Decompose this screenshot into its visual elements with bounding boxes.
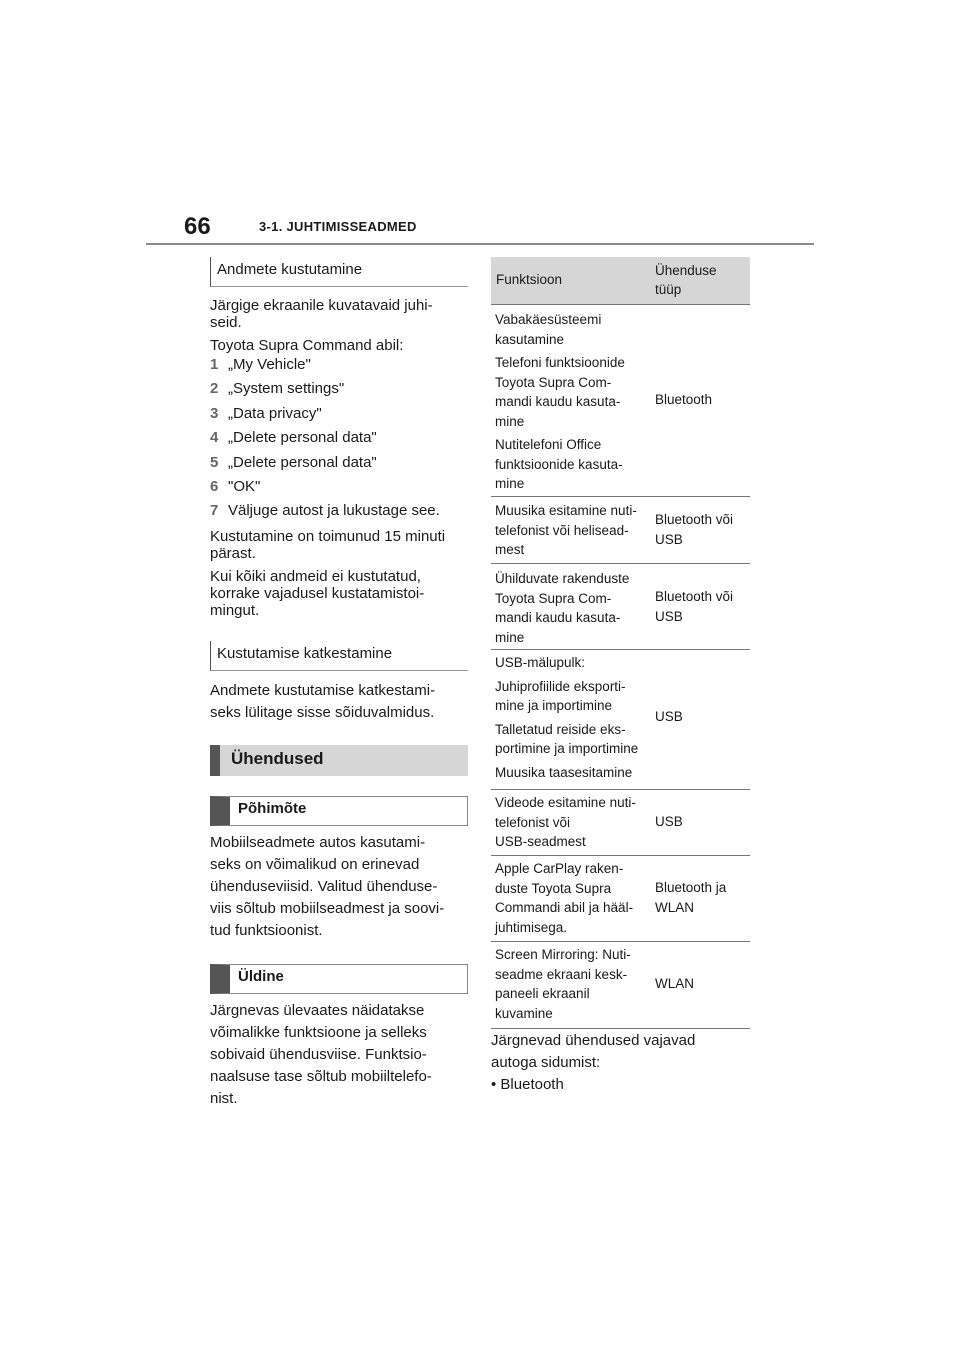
header-divider xyxy=(146,243,814,245)
function-cell: Nutitelefoni Office funktsioonide kasuta- mine xyxy=(495,437,623,491)
cancel-heading: Kustutamise katkestamine xyxy=(210,641,468,671)
bullet-bluetooth: • Bluetooth xyxy=(491,1076,564,1093)
table-row xyxy=(491,942,750,1029)
command-intro: Toyota Supra Command abil: xyxy=(210,337,404,354)
cancel-text: Andmete kustutamise katkestami- seks lülitage sisse sõiduvalmidus. xyxy=(210,682,436,721)
step-number: 5 xyxy=(210,454,219,471)
connection-table xyxy=(491,257,750,1029)
function-cell: Telefoni funktsioonide Toyota Supra Com- mandi kaudu kasuta- mine xyxy=(495,355,625,429)
connections-heading: Ühendused xyxy=(210,745,468,776)
step-text: „Delete personal data" xyxy=(228,454,377,471)
table-row xyxy=(491,856,750,942)
page-number: 66 xyxy=(184,213,211,240)
pairing-note: Järgnevad ühendused vajavad autoga sidumist: xyxy=(491,1032,696,1071)
done-note: Kustutamine on toimunud 15 minuti pärast. xyxy=(210,528,446,562)
step-text: "OK" xyxy=(228,478,261,495)
step-2 xyxy=(210,380,344,397)
step-number: 4 xyxy=(210,429,219,446)
type-cell: USB xyxy=(655,814,683,829)
table-row xyxy=(491,497,750,564)
function-cell: Ühilduvate rakenduste Toyota Supra Com- mandi kaudu kasuta- mine xyxy=(495,571,630,645)
function-cell: Juhiprofiilide eksporti- mine ja importimine xyxy=(495,678,626,713)
intro-text: Järgige ekraanile kuvatavaid juhi- seid. xyxy=(210,297,433,331)
principle-text: Mobiilseadmete autos kasutami- seks on võimalikud on erinevad ühenduseviisid. Valitud ühenduse- viis sõltub mobiilseadmest ja soovi- tud funktsioonist. xyxy=(210,834,445,939)
section-title: 3-1. JUHTIMISSEADMED xyxy=(259,219,417,234)
step-6 xyxy=(210,478,260,495)
step-text: Väljuge autost ja lukustage see. xyxy=(228,502,440,519)
function-cell: USB-mälupulk: xyxy=(495,655,586,670)
function-cell: Apple CarPlay raken- duste Toyota Supra Commandi abil ja hääl- juhtimisega. xyxy=(495,861,634,935)
function-cell: Vabakäesüsteemi kasutamine xyxy=(495,312,602,347)
function-cell: Screen Mirroring: Nuti- seadme ekraani kesk- paneeli ekraanil kuvamine xyxy=(495,947,631,1021)
header-function: Funktsioon xyxy=(496,272,563,287)
header-connection-type: Ühenduse tüüp xyxy=(655,263,717,297)
step-number: 1 xyxy=(210,356,219,373)
general-text: Järgnevas ülevaates näidatakse võimalikke funktsioone ja selleks sobivaid ühendusviise. Funktsio- naalsuse tase sõltub mobiiltelefo- nist. xyxy=(210,1002,432,1107)
table-header xyxy=(491,257,750,305)
type-cell: Bluetooth või USB xyxy=(655,589,734,624)
type-cell: USB xyxy=(655,709,683,724)
table-row xyxy=(491,650,750,790)
step-4 xyxy=(210,429,377,446)
type-cell: WLAN xyxy=(655,976,695,991)
step-5 xyxy=(210,454,377,471)
step-text: „Data privacy" xyxy=(228,405,322,422)
principle-heading: Põhimõte xyxy=(210,796,468,826)
step-1 xyxy=(210,356,311,373)
function-cell: Talletatud reiside eks- portimine ja importimine xyxy=(495,721,639,756)
function-cell: Muusika taasesitamine xyxy=(495,764,633,780)
function-cell: Muusika esitamine nuti- telefonist või helisead- mest xyxy=(495,503,637,557)
function-cell: Videode esitamine nuti- telefonist või USB-seadmest xyxy=(495,795,636,849)
step-text: „Delete personal data" xyxy=(228,429,377,446)
delete-heading: Andmete kustutamine xyxy=(210,257,468,287)
step-number: 7 xyxy=(210,502,219,519)
step-number: 6 xyxy=(210,478,219,495)
type-cell: Bluetooth või USB xyxy=(655,512,734,547)
type-cell: Bluetooth xyxy=(655,392,713,407)
step-text: „My Vehicle" xyxy=(228,356,311,373)
table-row xyxy=(491,564,750,650)
step-text: „System settings" xyxy=(228,380,345,397)
table-row xyxy=(491,790,750,856)
step-3 xyxy=(210,405,322,422)
general-heading: Üldine xyxy=(210,964,468,994)
step-number: 3 xyxy=(210,405,219,422)
step-7 xyxy=(210,502,440,519)
retry-note: Kui kõiki andmeid ei kustutatud, korrake vajadusel kustatamistoi- mingut. xyxy=(210,568,425,619)
type-cell: Bluetooth ja WLAN xyxy=(655,880,727,915)
step-number: 2 xyxy=(210,380,219,397)
table-row xyxy=(491,305,750,497)
